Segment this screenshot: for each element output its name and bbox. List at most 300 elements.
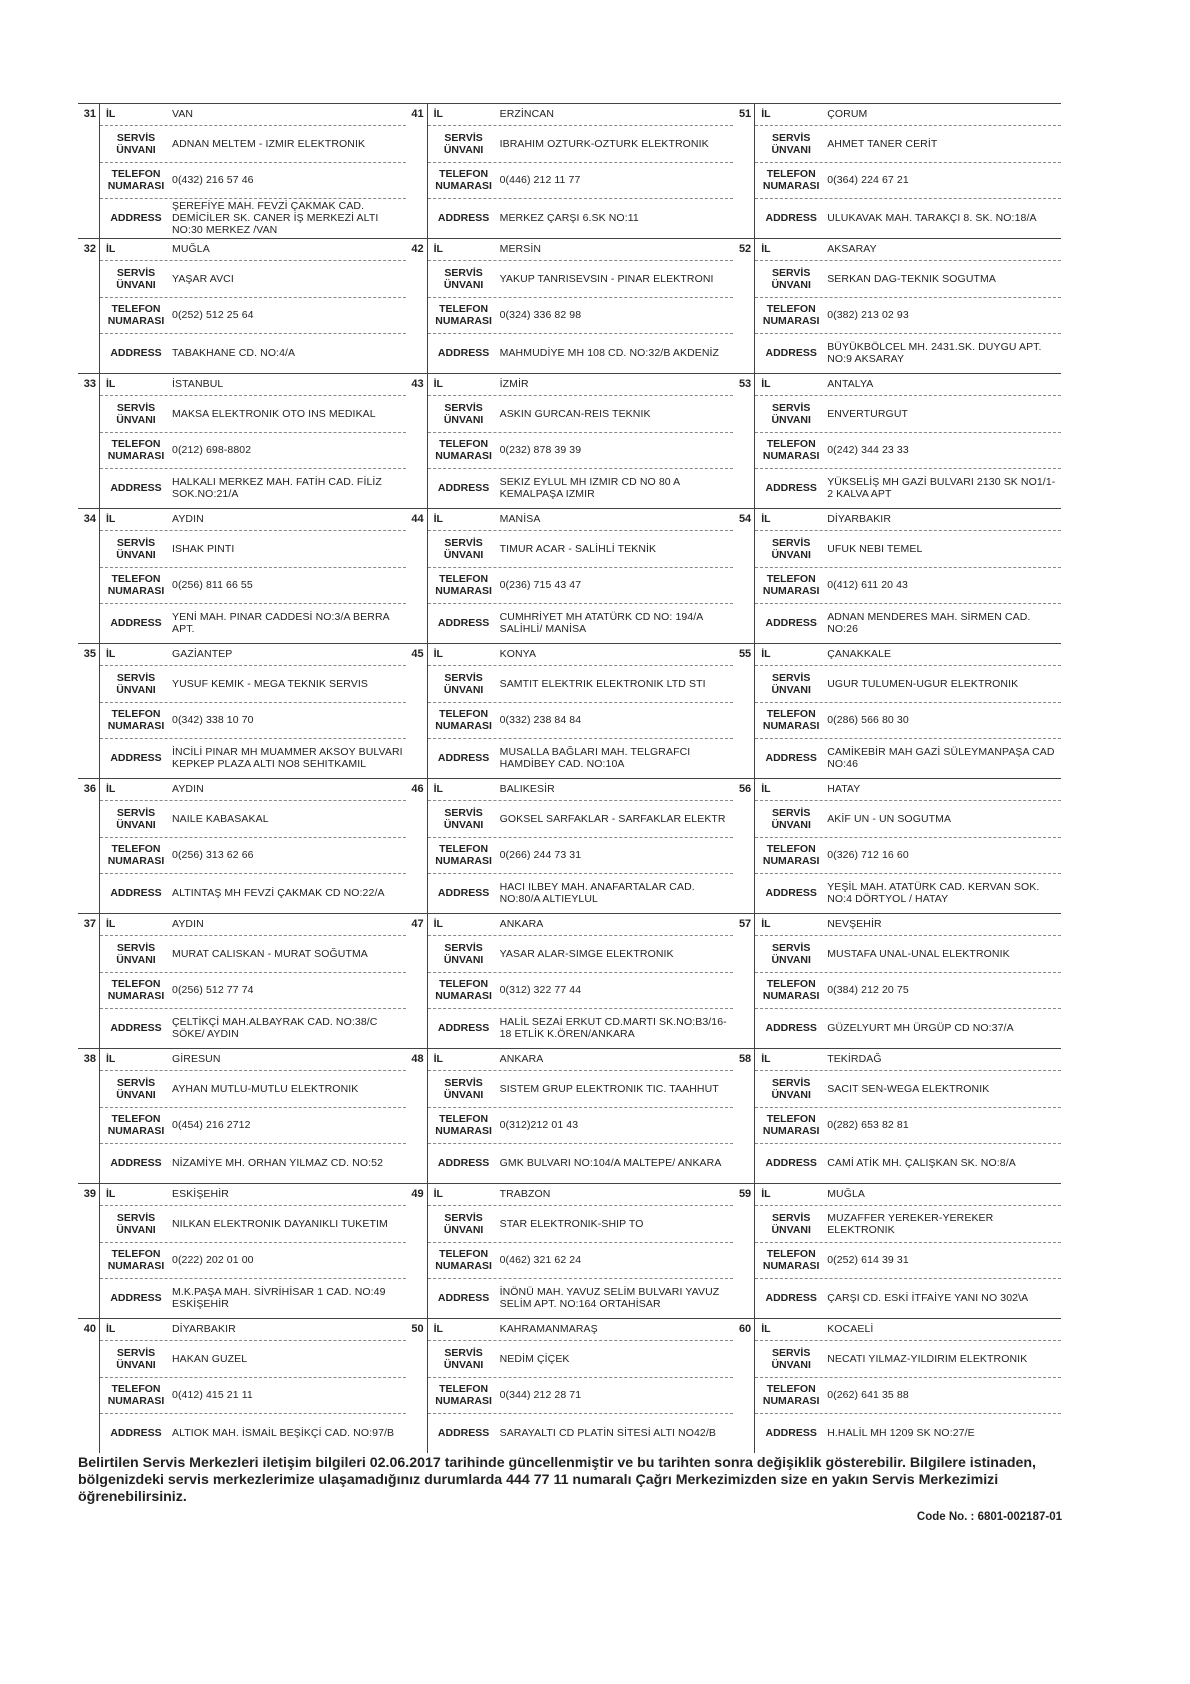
servis-label-line1: SERVİS — [772, 806, 811, 819]
servis-label-line2: ÜNVANI — [771, 413, 811, 426]
service-entry — [406, 1183, 734, 1318]
telefon-label — [100, 708, 172, 732]
telefon-label-line1: TELEFON — [766, 573, 816, 586]
entry-number: 58 — [733, 1049, 755, 1183]
service-entry — [733, 1048, 1061, 1183]
address-value: SEKIZ EYLUL MH IZMIR CD NO 80 A KEMALPAŞA IZMIR — [499, 476, 680, 501]
servis-label-line1: SERVİS — [444, 1211, 483, 1224]
service-entry — [733, 373, 1061, 508]
telefon-value: 0(256) 512 77 74 — [172, 984, 254, 997]
il-value: MUĞLA — [172, 243, 210, 256]
servis-unvani-value: ISHAK PINTI — [172, 542, 235, 555]
address-label: ADDRESS — [110, 617, 162, 630]
il-value: TEKİRDAĞ — [827, 1053, 882, 1066]
address-value: NİZAMİYE MH. ORHAN YILMAZ CD. NO:52 — [172, 1157, 384, 1170]
table-row — [78, 373, 1061, 508]
telefon-label — [428, 573, 500, 597]
telefon-label-line2: NUMARASI — [435, 855, 492, 868]
telefon-label — [428, 1383, 500, 1407]
servis-label-line2: ÜNVANI — [771, 818, 811, 831]
service-entry — [78, 778, 406, 913]
telefon-label-line1: TELEFON — [439, 978, 489, 991]
service-entry — [406, 778, 734, 913]
servis-unvani-value: AKİF UN - UN SOGUTMA — [827, 812, 952, 825]
telefon-label-line1: TELEFON — [439, 843, 489, 856]
table-row — [78, 508, 1061, 643]
servis-label-line2: ÜNVANI — [771, 1223, 811, 1236]
address-label: ADDRESS — [110, 212, 162, 225]
servis-unvani-label — [100, 402, 172, 426]
il-label: İL — [433, 1188, 443, 1201]
telefon-label — [755, 303, 827, 327]
service-center-table — [78, 103, 1061, 1453]
address-value: ADNAN MENDERES MAH. SİRMEN CAD. NO:26 — [827, 611, 1031, 636]
entry-number: 55 — [733, 644, 755, 778]
service-entry — [733, 1183, 1061, 1318]
il-value: GİRESUN — [172, 1053, 221, 1066]
service-entry — [406, 508, 734, 643]
table-row — [78, 1183, 1061, 1318]
servis-label-line1: SERVİS — [772, 266, 811, 279]
servis-unvani-value: IBRAHIM OZTURK-OZTURK ELEKTRONIK — [499, 137, 709, 150]
servis-unvani-label — [100, 807, 172, 831]
telefon-label — [100, 573, 172, 597]
servis-unvani-label — [755, 1077, 827, 1101]
entry-number: 50 — [406, 1319, 428, 1453]
servis-unvani-value: NILKAN ELEKTRONIK DAYANIKLI TUKETIM — [172, 1217, 388, 1230]
servis-label-line1: SERVİS — [772, 671, 811, 684]
address-value: ŞEREFİYE MAH. FEVZİ ÇAKMAK CAD. DEMİCİLER SK. CANER İŞ MERKEZİ ALTI NO:30 MERKEZ /VAN — [172, 200, 379, 237]
address-value: ALTINTAŞ MH FEVZİ ÇAKMAK CD NO:22/A — [172, 887, 385, 900]
telefon-label-line1: TELEFON — [766, 843, 816, 856]
telefon-label — [428, 1248, 500, 1272]
entry-number: 38 — [78, 1049, 100, 1183]
il-label: İL — [761, 1323, 771, 1336]
servis-label-line2: ÜNVANI — [443, 143, 484, 156]
il-label: İL — [106, 918, 116, 931]
address-label: ADDRESS — [765, 617, 817, 630]
entry-number: 31 — [78, 104, 100, 238]
telefon-value: 0(326) 712 16 60 — [827, 849, 909, 862]
address-label: ADDRESS — [110, 1157, 162, 1170]
telefon-label — [100, 1383, 172, 1407]
telefon-label — [100, 438, 172, 462]
service-entry — [733, 913, 1061, 1048]
il-label: İL — [106, 783, 116, 796]
telefon-label-line2: NUMARASI — [762, 1260, 820, 1273]
servis-unvani-label — [755, 267, 827, 291]
address-label: ADDRESS — [765, 1022, 817, 1035]
entry-number: 39 — [78, 1184, 100, 1318]
servis-label-line2: ÜNVANI — [116, 683, 156, 696]
address-value: ALTIOK MAH. İSMAİL BEŞİKÇİ CAD. NO:97/B — [172, 1427, 395, 1440]
servis-label-line1: SERVİS — [444, 806, 483, 819]
entry-number: 42 — [406, 239, 428, 373]
telefon-label — [428, 438, 500, 462]
entry-number: 37 — [78, 914, 100, 1048]
servis-label-line2: ÜNVANI — [116, 818, 156, 831]
entry-number: 44 — [406, 509, 428, 643]
telefon-label-line1: TELEFON — [111, 438, 161, 451]
servis-unvani-label — [428, 537, 500, 561]
address-label: ADDRESS — [110, 482, 162, 495]
telefon-label-line1: TELEFON — [111, 843, 161, 856]
servis-label-line2: ÜNVANI — [443, 1223, 484, 1236]
telefon-label — [100, 978, 172, 1002]
address-value: BÜYÜKBÖLCEL MH. 2431.SK. DUYGU APT. NO:9 AKSARAY — [827, 341, 1042, 366]
entry-number: 49 — [406, 1184, 428, 1318]
servis-unvani-label — [428, 132, 500, 156]
address-label: ADDRESS — [765, 887, 817, 900]
servis-label-line1: SERVİS — [444, 266, 483, 279]
il-label: İL — [106, 243, 116, 256]
servis-unvani-value: ASKIN GURCAN-REIS TEKNIK — [499, 407, 651, 420]
telefon-label-line1: TELEFON — [439, 573, 489, 586]
address-value: H.HALİL MH 1209 SK NO:27/E — [827, 1427, 975, 1440]
address-label: ADDRESS — [765, 752, 817, 765]
servis-unvani-label — [100, 1077, 172, 1101]
il-label: İL — [433, 648, 443, 661]
code-number: Code No. : 6801-002187-01 — [916, 1511, 1062, 1523]
servis-unvani-value: SERKAN DAG-TEKNIK SOGUTMA — [827, 272, 996, 285]
servis-unvani-value: YAŞAR AVCI — [172, 272, 234, 285]
servis-label-line1: SERVİS — [772, 1076, 811, 1089]
servis-label-line1: SERVİS — [116, 131, 156, 144]
il-label: İL — [433, 378, 443, 391]
il-value: NEVŞEHİR — [827, 918, 882, 931]
address-label: ADDRESS — [437, 1157, 490, 1170]
address-label: ADDRESS — [437, 752, 490, 765]
telefon-label-line1: TELEFON — [439, 168, 489, 181]
address-label: ADDRESS — [765, 347, 817, 360]
servis-unvani-label — [755, 807, 827, 831]
telefon-value: 0(256) 811 66 55 — [172, 579, 253, 592]
address-label: ADDRESS — [437, 887, 490, 900]
il-label: İL — [433, 1053, 443, 1066]
address-value: MERKEZ ÇARŞI 6.SK NO:11 — [499, 212, 639, 225]
telefon-label-line2: NUMARASI — [107, 180, 165, 193]
telefon-label — [428, 168, 500, 192]
service-entry — [406, 913, 734, 1048]
service-entry — [406, 103, 734, 238]
servis-label-line2: ÜNVANI — [443, 818, 484, 831]
entry-number: 60 — [733, 1319, 755, 1453]
il-value: TRABZON — [499, 1188, 551, 1201]
telefon-label-line2: NUMARASI — [762, 1395, 820, 1408]
telefon-label — [755, 168, 827, 192]
il-value: ÇORUM — [827, 108, 868, 121]
servis-label-line2: ÜNVANI — [116, 953, 156, 966]
telefon-value: 0(212) 698-8802 — [172, 444, 252, 457]
telefon-value: 0(286) 566 80 30 — [827, 714, 909, 727]
table-row — [78, 1318, 1061, 1453]
service-entry — [406, 643, 734, 778]
il-value: KAHRAMANMARAŞ — [499, 1323, 598, 1336]
telefon-value: 0(256) 313 62 66 — [172, 849, 254, 862]
il-label: İL — [106, 648, 116, 661]
servis-label-line1: SERVİS — [444, 131, 483, 144]
telefon-label-line1: TELEFON — [766, 708, 816, 721]
servis-unvani-value: SAMTIT ELEKTRIK ELEKTRONIK LTD STI — [499, 677, 706, 690]
telefon-label — [755, 1383, 827, 1407]
servis-label-line1: SERVİS — [116, 806, 156, 819]
address-label: ADDRESS — [437, 347, 490, 360]
telefon-label-line2: NUMARASI — [435, 990, 492, 1003]
servis-unvani-label — [428, 672, 500, 696]
service-entry — [733, 643, 1061, 778]
il-value: DİYARBAKIR — [172, 1323, 236, 1336]
service-entry — [406, 1318, 734, 1453]
telefon-label — [100, 1113, 172, 1137]
telefon-value: 0(412) 415 21 11 — [172, 1389, 253, 1402]
telefon-value: 0(364) 224 67 21 — [827, 174, 909, 187]
servis-unvani-label — [428, 267, 500, 291]
telefon-label-line1: TELEFON — [766, 1248, 816, 1261]
address-value: CAMİ ATİK MH. ÇALIŞKAN SK. NO:8/A — [827, 1157, 1016, 1170]
servis-unvani-label — [755, 537, 827, 561]
telefon-value: 0(252) 512 25 64 — [172, 309, 254, 322]
il-value: MANİSA — [499, 513, 541, 526]
telefon-value: 0(412) 611 20 43 — [827, 579, 908, 592]
service-entry — [733, 238, 1061, 373]
address-label: ADDRESS — [110, 1022, 162, 1035]
servis-label-line2: ÜNVANI — [771, 953, 811, 966]
telefon-value: 0(446) 212 11 77 — [499, 174, 581, 187]
servis-label-line1: SERVİS — [444, 536, 483, 549]
service-entry — [733, 508, 1061, 643]
telefon-label — [755, 573, 827, 597]
il-label: İL — [106, 108, 116, 121]
address-value: CAMİKEBİR MAH GAZİ SÜLEYMANPAŞA CAD NO:46 — [827, 746, 1055, 771]
address-label: ADDRESS — [437, 212, 490, 225]
address-label: ADDRESS — [110, 347, 162, 360]
telefon-label — [100, 168, 172, 192]
address-value: YEŞİL MAH. ATATÜRK CAD. KERVAN SOK. NO:4 DÖRTYOL / HATAY — [827, 881, 1040, 906]
telefon-label-line2: NUMARASI — [435, 1260, 492, 1273]
telefon-label-line1: TELEFON — [111, 168, 161, 181]
servis-unvani-value: YASAR ALAR-SIMGE ELEKTRONIK — [499, 947, 674, 960]
il-value: KONYA — [499, 648, 537, 661]
servis-unvani-value: GOKSEL SARFAKLAR - SARFAKLAR ELEKTR — [499, 812, 726, 825]
table-row — [78, 238, 1061, 373]
servis-unvani-label — [755, 1347, 827, 1371]
service-entry — [406, 373, 734, 508]
servis-label-line1: SERVİS — [772, 131, 811, 144]
address-value: GÜZELYURT MH ÜRGÜP CD NO:37/A — [827, 1022, 1014, 1035]
telefon-label-line2: NUMARASI — [435, 315, 492, 328]
servis-label-line1: SERVİS — [116, 671, 156, 684]
il-value: İSTANBUL — [172, 378, 224, 391]
servis-unvani-label — [428, 1347, 500, 1371]
servis-unvani-value: MUZAFFER YEREKER-YEREKER ELEKTRONIK — [827, 1211, 994, 1236]
il-value: ÇANAKKALE — [827, 648, 892, 661]
telefon-label-line2: NUMARASI — [107, 990, 165, 1003]
telefon-value: 0(266) 244 73 31 — [499, 849, 582, 862]
telefon-label — [100, 843, 172, 867]
servis-label-line1: SERVİS — [116, 536, 156, 549]
entry-number: 40 — [78, 1319, 100, 1453]
il-value: ANTALYA — [827, 378, 874, 391]
telefon-value: 0(262) 641 35 88 — [827, 1389, 909, 1402]
servis-label-line2: ÜNVANI — [771, 683, 811, 696]
telefon-label-line2: NUMARASI — [107, 855, 165, 868]
telefon-value: 0(342) 338 10 70 — [172, 714, 254, 727]
il-value: AKSARAY — [827, 243, 877, 256]
entry-number: 46 — [406, 779, 428, 913]
entry-number: 33 — [78, 374, 100, 508]
address-value: ÇARŞI CD. ESKİ İTFAİYE YANI NO 302\A — [827, 1292, 1029, 1305]
servis-unvani-value: UGUR TULUMEN-UGUR ELEKTRONIK — [827, 677, 1019, 690]
servis-label-line1: SERVİS — [772, 536, 811, 549]
address-value: YÜKSELİŞ MH GAZİ BULVARI 2130 SK NO1/1-2 KALVA APT — [827, 476, 1056, 501]
table-row — [78, 643, 1061, 778]
address-label: ADDRESS — [437, 482, 490, 495]
servis-unvani-label — [428, 807, 500, 831]
telefon-label-line1: TELEFON — [111, 573, 161, 586]
servis-label-line1: SERVİS — [444, 1346, 483, 1359]
servis-unvani-value: NEDİM ÇİÇEK — [499, 1352, 570, 1365]
telefon-value: 0(332) 238 84 84 — [499, 714, 582, 727]
il-value: AYDIN — [172, 918, 204, 931]
telefon-value: 0(232) 878 39 39 — [499, 444, 582, 457]
telefon-label-line2: NUMARASI — [107, 585, 165, 598]
il-value: ESKİŞEHİR — [172, 1188, 229, 1201]
telefon-label-line2: NUMARASI — [107, 1395, 165, 1408]
entry-number: 45 — [406, 644, 428, 778]
servis-unvani-label — [428, 1212, 500, 1236]
servis-label-line2: ÜNVANI — [771, 143, 811, 156]
servis-label-line1: SERVİS — [116, 1211, 156, 1224]
servis-label-line1: SERVİS — [772, 401, 811, 414]
servis-label-line1: SERVİS — [116, 401, 156, 414]
telefon-label — [100, 303, 172, 327]
telefon-label — [428, 843, 500, 867]
servis-unvani-value: STAR ELEKTRONIK-SHIP TO — [499, 1217, 644, 1230]
address-value: CUMHRİYET MH ATATÜRK CD NO: 194/A SALİHLİ/ MANİSA — [499, 611, 703, 636]
telefon-value: 0(282) 653 82 81 — [827, 1119, 909, 1132]
servis-label-line2: ÜNVANI — [116, 1358, 156, 1371]
servis-label-line1: SERVİS — [444, 1076, 483, 1089]
servis-label-line2: ÜNVANI — [443, 683, 484, 696]
telefon-label-line2: NUMARASI — [762, 180, 820, 193]
service-entry — [78, 103, 406, 238]
service-entry — [78, 913, 406, 1048]
servis-label-line2: ÜNVANI — [771, 548, 811, 561]
telefon-value: 0(462) 321 62 24 — [499, 1254, 582, 1267]
telefon-value: 0(384) 212 20 75 — [827, 984, 909, 997]
servis-label-line2: ÜNVANI — [116, 1088, 156, 1101]
servis-unvani-value: SACIT SEN-WEGA ELEKTRONIK — [827, 1082, 990, 1095]
servis-label-line1: SERVİS — [116, 941, 156, 954]
service-entry — [78, 1183, 406, 1318]
servis-unvani-label — [100, 942, 172, 966]
telefon-label-line1: TELEFON — [766, 1383, 816, 1396]
il-value: MUĞLA — [827, 1188, 866, 1201]
telefon-label — [755, 978, 827, 1002]
il-label: İL — [761, 783, 771, 796]
telefon-value: 0(344) 212 28 71 — [499, 1389, 582, 1402]
address-value: M.K.PAŞA MAH. SİVRİHİSAR 1 CAD. NO:49 ESKİŞEHİR — [172, 1286, 386, 1311]
telefon-value: 0(432) 216 57 46 — [172, 174, 254, 187]
servis-label-line2: ÜNVANI — [116, 278, 156, 291]
il-label: İL — [761, 648, 771, 661]
telefon-label-line1: TELEFON — [111, 978, 161, 991]
servis-unvani-value: TIMUR ACAR - SALİHLİ TEKNİK — [499, 542, 657, 555]
telefon-label — [428, 978, 500, 1002]
telefon-label-line2: NUMARASI — [762, 990, 820, 1003]
servis-label-line2: ÜNVANI — [443, 548, 484, 561]
telefon-label — [755, 1248, 827, 1272]
telefon-value: 0(252) 614 39 31 — [827, 1254, 909, 1267]
telefon-label-line1: TELEFON — [766, 438, 816, 451]
address-value: YENİ MAH. PINAR CADDESİ NO:3/A BERRA APT. — [172, 611, 390, 636]
telefon-label — [428, 708, 500, 732]
telefon-label-line2: NUMARASI — [435, 585, 492, 598]
telefon-label-line1: TELEFON — [439, 1248, 489, 1261]
table-row — [78, 1048, 1061, 1183]
telefon-label-line1: TELEFON — [766, 1113, 816, 1126]
il-label: İL — [761, 108, 771, 121]
telefon-label-line1: TELEFON — [439, 438, 489, 451]
servis-unvani-label — [755, 1212, 827, 1236]
servis-unvani-value: MAKSA ELEKTRONIK OTO INS MEDIKAL — [172, 407, 376, 420]
telefon-label-line1: TELEFON — [111, 303, 161, 316]
telefon-value: 0(222) 202 01 00 — [172, 1254, 254, 1267]
telefon-label-line2: NUMARASI — [107, 720, 165, 733]
service-entry — [78, 1318, 406, 1453]
servis-unvani-label — [100, 537, 172, 561]
telefon-label-line2: NUMARASI — [107, 450, 165, 463]
telefon-label-line2: NUMARASI — [435, 720, 492, 733]
il-label: İL — [761, 1188, 771, 1201]
entry-number: 54 — [733, 509, 755, 643]
servis-label-line1: SERVİS — [116, 1076, 156, 1089]
entry-number: 32 — [78, 239, 100, 373]
telefon-label-line1: TELEFON — [439, 1113, 489, 1126]
servis-unvani-label — [755, 402, 827, 426]
servis-unvani-label — [755, 132, 827, 156]
entry-number: 43 — [406, 374, 428, 508]
service-entry — [406, 1048, 734, 1183]
telefon-label-line2: NUMARASI — [435, 450, 492, 463]
address-label: ADDRESS — [765, 1157, 817, 1170]
servis-label-line2: ÜNVANI — [116, 1223, 156, 1236]
servis-label-line2: ÜNVANI — [116, 413, 156, 426]
servis-unvani-label — [100, 672, 172, 696]
il-label: İL — [433, 108, 443, 121]
servis-unvani-value: HAKAN GUZEL — [172, 1352, 248, 1365]
il-label: İL — [433, 243, 443, 256]
il-value: HATAY — [827, 783, 861, 796]
il-value: AYDIN — [172, 783, 204, 796]
il-value: ANKARA — [499, 918, 544, 931]
servis-unvani-value: AHMET TANER CERİT — [827, 137, 938, 150]
address-value: HALKALI MERKEZ MAH. FATİH CAD. FİLİZ SOK.NO:21/A — [172, 476, 382, 501]
telefon-label — [755, 708, 827, 732]
address-value: ULUKAVAK MAH. TARAKÇI 8. SK. NO:18/A — [827, 212, 1037, 225]
il-label: İL — [761, 1053, 771, 1066]
entry-number: 51 — [733, 104, 755, 238]
servis-label-line1: SERVİS — [444, 401, 483, 414]
servis-unvani-label — [100, 1347, 172, 1371]
servis-label-line2: ÜNVANI — [116, 548, 156, 561]
telefon-label-line1: TELEFON — [111, 1113, 161, 1126]
servis-label-line1: SERVİS — [772, 1211, 811, 1224]
entry-number: 41 — [406, 104, 428, 238]
service-entry — [78, 1048, 406, 1183]
servis-unvani-label — [428, 1077, 500, 1101]
servis-unvani-label — [100, 267, 172, 291]
